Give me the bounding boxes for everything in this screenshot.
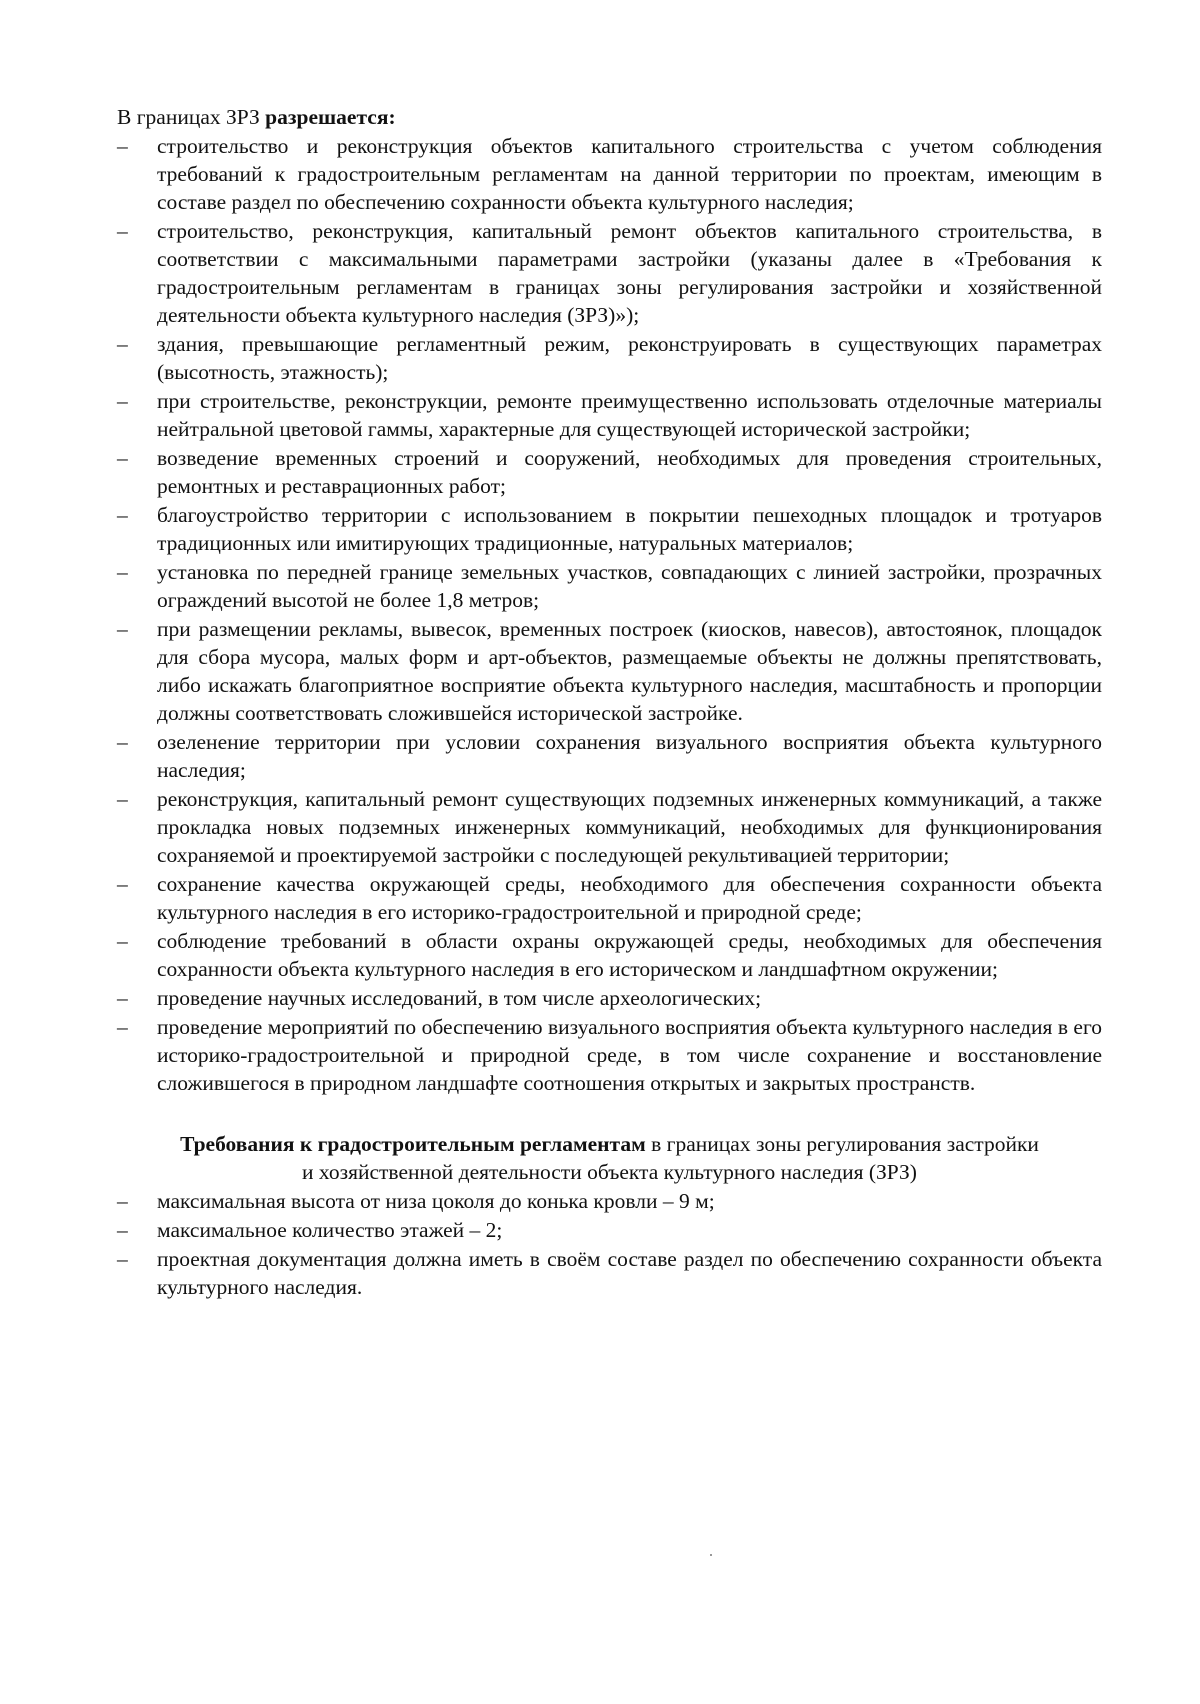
dash-marker: – xyxy=(117,1015,128,1039)
dash-marker: – xyxy=(117,1247,128,1271)
dash-marker: – xyxy=(117,1218,128,1242)
list-item-text: соблюдение требований в области охраны окружающей среды, необходимых для обеспечения сохранности объекта культурного наследия в его историческом и ландшафтном окружении; xyxy=(157,929,1102,981)
dash-marker: – xyxy=(117,134,128,158)
list-item-text: максимальная высота от низа цоколя до конька кровли – 9 м; xyxy=(157,1189,715,1213)
dash-marker: – xyxy=(117,332,128,356)
dash-marker: – xyxy=(117,389,128,413)
list-item-text: проведение мероприятий по обеспечению визуального восприятия объекта культурного наследия в его историко-градостроительной и природной среде, в том числе сохранение и восстановление сложившегося в природном ландшафте соотношения открытых и закрытых пространств. xyxy=(157,1015,1102,1095)
dash-marker: – xyxy=(117,986,128,1010)
list-item xyxy=(117,558,1102,614)
list-item xyxy=(117,387,1102,443)
requirements-heading-bold: Требования к градостроительным регламентам xyxy=(180,1132,646,1156)
list-item-text: благоустройство территории с использованием в покрытии пешеходных площадок и тротуаров традиционных или имитирующих традиционные, натуральных материалов; xyxy=(157,503,1102,555)
intro-bold: разрешается: xyxy=(265,105,396,129)
list-item xyxy=(117,927,1102,983)
list-item xyxy=(117,615,1102,727)
list-item-text: озеленение территории при условии сохранения визуального восприятия объекта культурного наследия; xyxy=(157,730,1102,782)
requirements-heading xyxy=(117,1130,1102,1186)
list-item xyxy=(117,1245,1102,1301)
requirements-list xyxy=(117,1187,1102,1301)
list-item xyxy=(117,728,1102,784)
dash-marker: – xyxy=(117,730,128,754)
dash-marker: – xyxy=(117,446,128,470)
list-item xyxy=(117,870,1102,926)
document-page xyxy=(117,103,1102,1301)
list-item xyxy=(117,1187,1102,1215)
list-item xyxy=(117,785,1102,869)
list-item-text: при размещении рекламы, вывесок, временных построек (киосков, навесов), автостоянок, площадок для сбора мусора, малых форм и арт-объектов, размещаемые объекты не должны препятствовать, либо искажать благоприятное восприятие объекта культурного наследия, масштабность и пропорции должны соответствовать сложившейся исторической застройке. xyxy=(157,617,1102,725)
list-item xyxy=(117,984,1102,1012)
scan-speck xyxy=(710,1554,712,1556)
requirements-heading-line2: и хозяйственной деятельности объекта культурного наследия (ЗРЗ) xyxy=(302,1160,917,1184)
intro-prefix: В границах ЗРЗ xyxy=(117,105,266,129)
list-item-text: реконструкция, капитальный ремонт существующих подземных инженерных коммуникаций, а также прокладка новых подземных инженерных коммуникаций, необходимых для функционирования сохраняемой и проектируемой застройки с последующей рекультивацией территории; xyxy=(157,787,1102,867)
requirements-heading-rest: в границах зоны регулирования застройки xyxy=(645,1132,1039,1156)
intro-line xyxy=(117,103,1102,131)
list-item xyxy=(117,330,1102,386)
list-item-text: сохранение качества окружающей среды, необходимого для обеспечения сохранности объекта культурного наследия в его историко-градостроительной и природной среде; xyxy=(157,872,1102,924)
dash-marker: – xyxy=(117,872,128,896)
list-item-text: установка по передней границе земельных участков, совпадающих с линией застройки, прозрачных ограждений высотой не более 1,8 метров; xyxy=(157,560,1102,612)
list-item xyxy=(117,1216,1102,1244)
list-item-text: возведение временных строений и сооружений, необходимых для проведения строительных, ремонтных и реставрационных работ; xyxy=(157,446,1102,498)
list-item-text: при строительстве, реконструкции, ремонте преимущественно использовать отделочные материалы нейтральной цветовой гаммы, характерные для существующей исторической застройки; xyxy=(157,389,1102,441)
list-item xyxy=(117,501,1102,557)
dash-marker: – xyxy=(117,787,128,811)
list-item xyxy=(117,1013,1102,1097)
list-item xyxy=(117,132,1102,216)
list-item-text: строительство и реконструкция объектов капитального строительства с учетом соблюдения требований к градостроительным регламентам на данной территории по проектам, имеющим в составе раздел по обеспечению сохранности объекта культурного наследия; xyxy=(157,134,1102,214)
dash-marker: – xyxy=(117,560,128,584)
dash-marker: – xyxy=(117,219,128,243)
list-item-text: максимальное количество этажей – 2; xyxy=(157,1218,503,1242)
dash-marker: – xyxy=(117,503,128,527)
list-item xyxy=(117,444,1102,500)
dash-marker: – xyxy=(117,1189,128,1213)
dash-marker: – xyxy=(117,617,128,641)
list-item-text: строительство, реконструкция, капитальный ремонт объектов капитального строительства, в соответствии с максимальными параметрами застройки (указаны далее в «Требования к градостроительным регламентам в границах зоны регулирования застройки и хозяйственной деятельности объекта культурного наследия (ЗРЗ)»); xyxy=(157,219,1102,327)
list-item-text: проведение научных исследований, в том числе археологических; xyxy=(157,986,762,1010)
list-item-text: проектная документация должна иметь в своём составе раздел по обеспечению сохранности объекта культурного наследия. xyxy=(157,1247,1102,1299)
list-item xyxy=(117,217,1102,329)
dash-marker: – xyxy=(117,929,128,953)
allowed-list xyxy=(117,132,1102,1097)
list-item-text: здания, превышающие регламентный режим, реконструировать в существующих параметрах (высотность, этажность); xyxy=(157,332,1102,384)
